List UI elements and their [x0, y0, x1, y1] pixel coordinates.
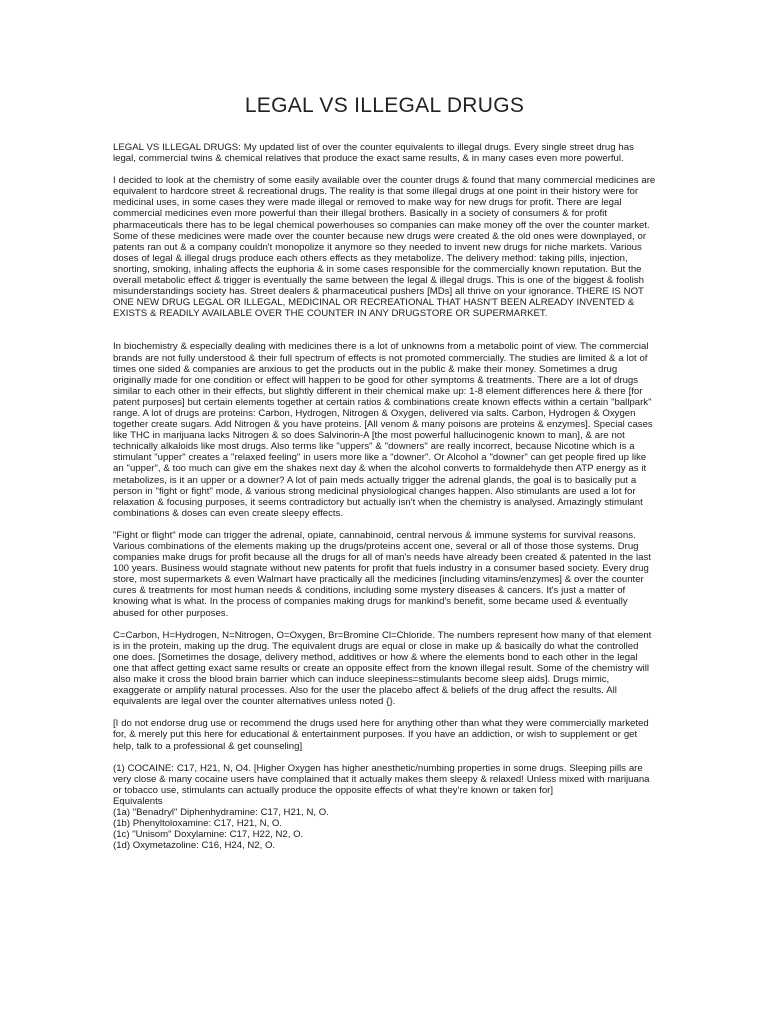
list-item: (1d) Oxymetazoline: C16, H24, N2, O.	[113, 840, 276, 852]
list-item: (1a) "Benadryl" Diphenhydramine: C17, H21, N, O.	[113, 806, 329, 818]
list-item: (1b) Phenyltoloxamine: C17, H21, N, O.	[113, 818, 283, 830]
chemistry-paragraph: I decided to look at the chemistry of some easily available over the counter drugs & found that many commercial medicines are equivalent to hardcore street & recreational drugs. The reality is that some illegal drugs at one point in their history were for medicinal uses, in some cases they were made illegal or removed to make way for new drugs for profit. There are legal commercial medicines even more powerful than their illegal brothers. Basically in a society of consumers & for profit pharmaceuticals there has to be legal chemical powerhouses so companies can make money off the over the counter market. Some of these medicines were made over the counter because new drugs were created & the old ones were downplayed, or patents ran out & a company couldn't monopolize it anymore so they needed to invent new drugs for niche markets. Various doses of legal & illegal drugs produce each others effects as they metabolize. The delivery method: taking pills, injection, snorting, smoking, inhaling affects the euphoria & in some cases responsible for the commercially known reputation. But the overall metabolic effect & trigger is eventually the same between the legal & illegal drugs. This is one of the biggest & foolish misunderstandings society has. Street dealers & pharmaceutical pushers [MDs] all thrive on your ignorance. THERE IS NOT ONE NEW DRUG LEGAL OR ILLEGAL, MEDICINAL OR RECREATIONAL THAT HASN'T BEEN ALREADY INVENTED & EXISTS & READILY AVAILABLE OVER THE COUNTER IN ANY DRUGSTORE OR SUPERMARKET.	[113, 175, 656, 320]
equivalents-list	[113, 796, 656, 851]
cocaine-paragraph: (1) COCAINE: C17, H21, N, O4. [Higher Oxygen has higher anesthetic/numbing properties in some drugs. Sleeping pills are very close & many cocaine users have complained that it actually makes them sleepy & relaxed! Unless mixed with marijuana or tobacco use, stimulants can actually produce the opposite effects of what they're known or taken for]	[113, 762, 650, 796]
disclaimer-paragraph: [I do not endorse drug use or recommend the drugs used here for anything other than what they were commercially marketed for, & merely put this here for educational & entertainment purposes. If you have an addiction, or wish to supplement or get help, talk to a professional & get counseling]	[113, 718, 649, 752]
element-key-paragraph: C=Carbon, H=Hydrogen, N=Nitrogen, O=Oxygen, Br=Bromine Cl=Chloride. The numbers represent how many of that element is in the protein, making up the drug. The equivalent drugs are equal or close in make up & basically do what the controlled one does. [Sometimes the dosage, delivery method, additives or how & where the elements bond to each other in the legal one that affect getting exact same results or create an opposite effect from the known illegal result. Some of the chemistry will also make it cross the blood brain barrier which can induce sleepiness=stimulants become sleep aids]. Drugs mimic, exaggerate or amplify natural processes. Also for the user the placebo affect & beliefs of the drug affect the results. All equivalents are legal over the counter alternatives unless noted {}.	[113, 629, 652, 708]
list-item: (1c) "Unisom" Doxylamine: C17, H22, N2, O.	[113, 829, 304, 841]
document-title: LEGAL VS ILLEGAL DRUGS	[244, 94, 525, 117]
fight-or-flight-paragraph: "Fight or flight" mode can trigger the adrenal, opiate, cannabinoid, central nervous & immune systems for survival reasons. Various combinations of the elements making up the drugs/proteins accent one, several or all of those those systems. Drug companies make drugs for profit because all the drugs for all of man's needs have already been created & patented in the last 100 years. Business would stagnate without new patents for profit that fuels industry in a consumer based society. Every drug store, most supermarkets & even Walmart have practically all the medicines [including vitamins/enzymes] & over the counter cures & treatments for most human needs & conditions, including some mystery diseases & cancers. It's just a matter of knowing what is what. In the process of companies making drugs for mankind's benefit, some became used & eventually abused for other purposes.	[113, 529, 651, 619]
biochemistry-paragraph: In biochemistry & especially dealing with medicines there is a lot of unknowns from a metabolic point of view. The commercial brands are not fully understood & their full spectrum of effects is not promoted commercially. The studies are limited & a lot of times one sided & companies are anxious to get the products out in the public & make their money. Sometimes a drug originally made for one condition or effect will happen to be good for other symptoms & treatments. There are a lot of drugs similar to each other in their effects, but slightly different in their chemical make up: 1-8 element differences here & there [for patent purposes] but certain elements together at certain ratios & combinations create known effects within a certain "ballpark" range. A lot of drugs are proteins: Carbon, Hydrogen, Nitrogen & Oxygen, delivered via salts. Carbon, Hydrogen & Oxygen together create sugars. Add Nitrogen & you have proteins. [All venom & many poisons are proteins & enzymes]. Special cases like THC in marijuana lacks Nitrogen & so does Salvinorin-A [the most powerful hallucinogenic known to man], & are not technically alkaloids like most drugs. Also terms like "uppers" & "downers" are really incorrect, because Nicotine which is a stimulant "upper" creates a "relaxed feeling" in users more like a "downer". Or Alcohol a "downer" can get people fired up like an "upper", & too much can give em the shakes next day & when the alcohol converts to formaldehyde then ATP energy as it metabolizes, is it an upper or a downer? A lot of pain meds actually trigger the adrenal glands, the goal is to basically put a person in "fight or fight" mode, & various strong medicinal physiological changes happen. Also stimulants are used a lot for relaxation & focusing purposes, it seems contradictory but actually isn't when the chemistry is analysed. Amazingly stimulant combinations & doses can even create sleepy effects.	[113, 341, 653, 519]
intro-paragraph: LEGAL VS ILLEGAL DRUGS: My updated list of over the counter equivalents to illegal drugs. Every single street drug has legal, commercial twins & chemical relatives that produce the exact same results, & in many cases even more powerful.	[113, 142, 634, 165]
list-item: Equivalents	[113, 795, 163, 807]
